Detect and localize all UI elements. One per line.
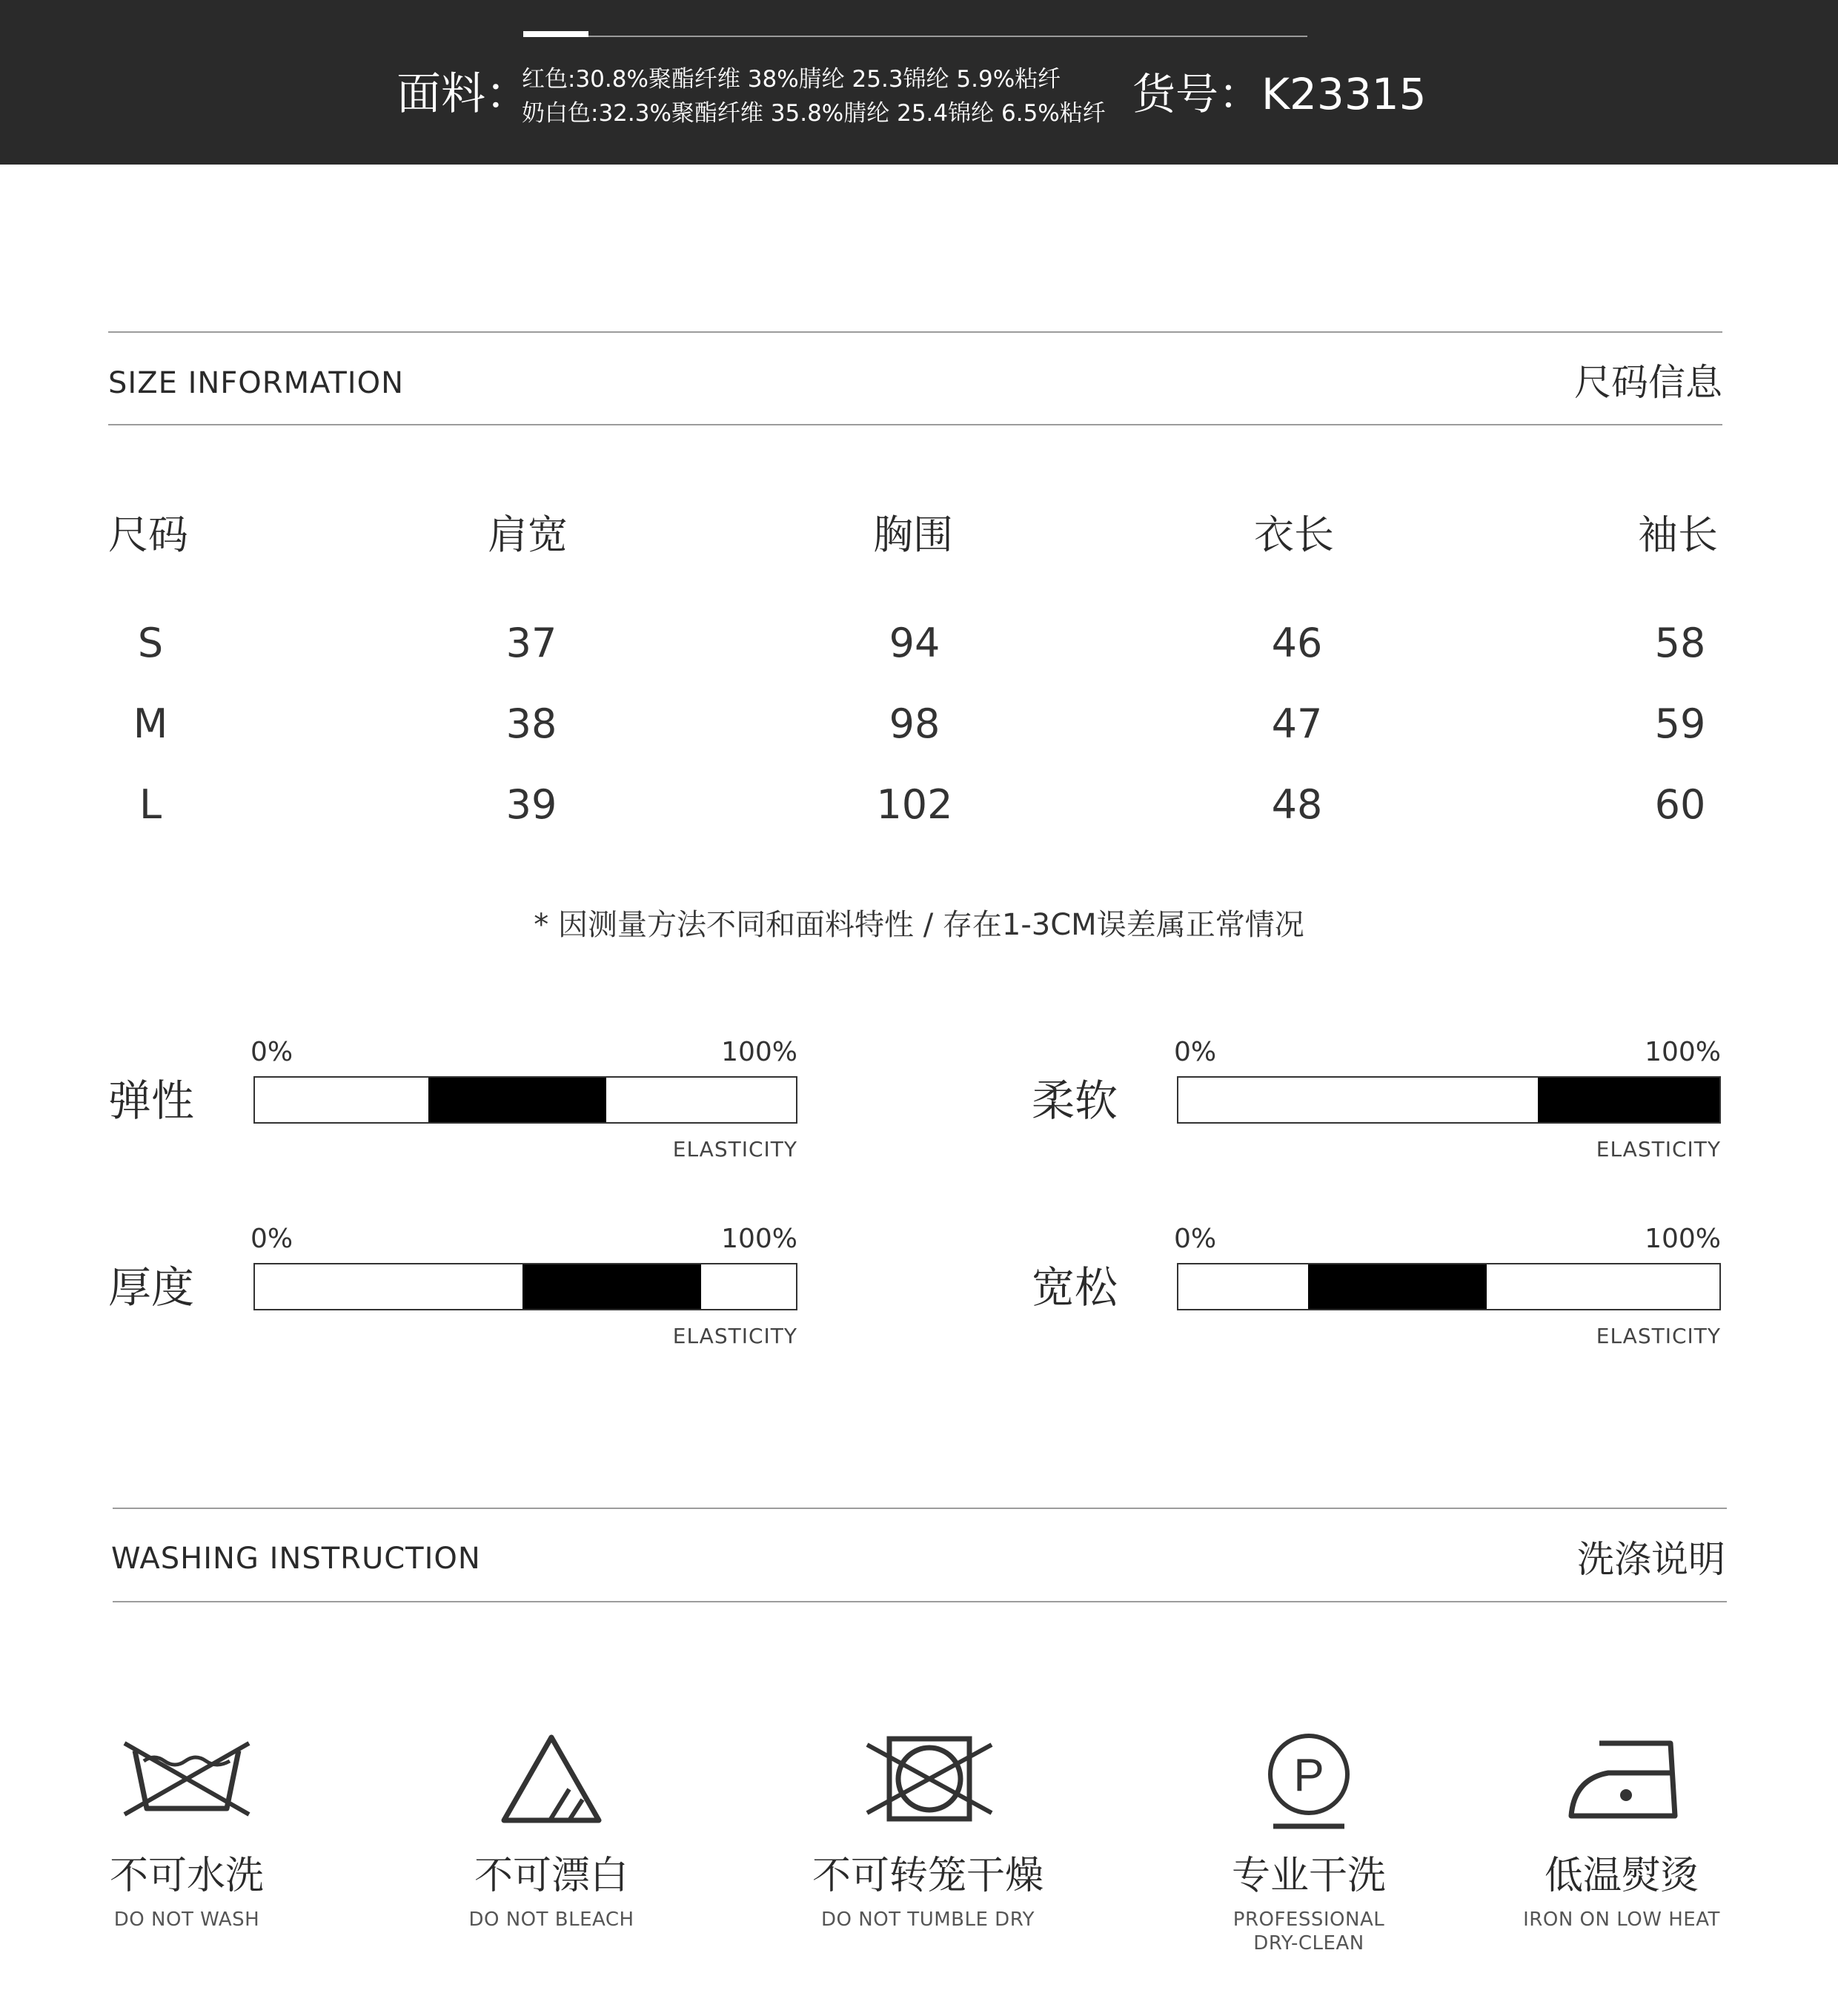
- wash-label-en: DO NOT TUMBLE DRY: [821, 1909, 1035, 1931]
- scale-min-label: 0%: [1174, 1224, 1217, 1254]
- table-cell: 102: [876, 781, 953, 828]
- table-cell: 94: [889, 620, 940, 666]
- bar-caption: ELASTICITY: [1596, 1137, 1721, 1161]
- table-cell: 37: [505, 620, 557, 666]
- column-header-shoulder: 肩宽: [488, 511, 568, 558]
- scale-max-label: 100%: [721, 1224, 797, 1254]
- attribute-name-softness: 柔软: [1032, 1075, 1118, 1126]
- attribute-name-thickness: 厚度: [108, 1262, 195, 1313]
- table-cell: 60: [1654, 781, 1706, 828]
- table-cell: L: [139, 781, 162, 828]
- fabric-composition-cream: 奶白色:32.3%聚酯纤维 35.8%腈纶 25.4锦纶 6.5%粘纤: [522, 100, 1106, 127]
- wash-label-cn: 不可漂白: [474, 1854, 628, 1898]
- table-cell: 58: [1654, 620, 1706, 666]
- svg-text:P: P: [1293, 1750, 1324, 1801]
- article-number: 货号：K23315: [1132, 69, 1427, 119]
- wash-label-cn: 不可水洗: [109, 1854, 264, 1898]
- wash-label-en: PROFESSIONAL DRY-CLEAN: [1232, 1909, 1385, 1954]
- attribute-name-elasticity: 弹性: [108, 1075, 195, 1126]
- table-cell: M: [133, 700, 168, 747]
- scale-max-label: 100%: [1645, 1224, 1721, 1254]
- wash-label-cn: 不可转笼干燥: [812, 1854, 1044, 1898]
- attribute-bar-fill: [428, 1078, 607, 1122]
- table-cell: 59: [1654, 700, 1706, 747]
- table-cell: 98: [889, 700, 940, 747]
- table-cell: 39: [505, 781, 557, 828]
- section-rule-bottom: [108, 424, 1722, 425]
- bar-caption: ELASTICITY: [1596, 1324, 1721, 1348]
- attribute-bar-thickness: [253, 1263, 797, 1310]
- header-bar: [0, 0, 1838, 165]
- table-cell: 47: [1271, 700, 1323, 747]
- wash-label-cn: 专业干洗: [1231, 1854, 1386, 1898]
- attribute-bar-fill: [1538, 1078, 1719, 1122]
- professional-dry-clean-icon: [1263, 1731, 1355, 1832]
- title-accent-bar: [523, 31, 588, 37]
- wash-label-en: DO NOT BLEACH: [468, 1909, 634, 1931]
- wash-label-en: IRON ON LOW HEAT: [1523, 1909, 1720, 1931]
- wash-label-cn: 低温熨烫: [1544, 1854, 1699, 1898]
- table-cell: S: [137, 620, 164, 666]
- size-section-title-en: SIZE INFORMATION: [108, 366, 404, 400]
- size-section-title-cn: 尺码信息: [1574, 361, 1722, 404]
- wash-label-en: DO NOT WASH: [113, 1909, 260, 1931]
- iron-low-heat-icon: [1567, 1739, 1679, 1822]
- scale-max-label: 100%: [1645, 1037, 1721, 1067]
- do-not-wash-icon: [122, 1734, 252, 1823]
- bar-caption: ELASTICITY: [672, 1137, 797, 1161]
- bar-caption: ELASTICITY: [672, 1324, 797, 1348]
- attribute-bar-fill: [522, 1264, 701, 1309]
- section-rule-top: [113, 1508, 1727, 1509]
- fabric-composition-red: 红色:30.8%聚酯纤维 38%腈纶 25.3锦纶 5.9%粘纤: [522, 66, 1061, 93]
- measurement-note: * 因测量方法不同和面料特性 / 存在1-3CM误差属正常情况: [534, 908, 1304, 942]
- scale-max-label: 100%: [721, 1037, 797, 1067]
- attribute-name-looseness: 宽松: [1032, 1262, 1118, 1313]
- column-header-sleeve: 袖长: [1638, 511, 1718, 558]
- table-cell: 38: [505, 700, 557, 747]
- column-header-chest: 胸围: [873, 511, 953, 558]
- do-not-tumble-dry-icon: [864, 1734, 995, 1823]
- table-cell: 48: [1271, 781, 1323, 828]
- section-rule-bottom: [113, 1601, 1727, 1602]
- column-header-size: 尺码: [108, 511, 188, 558]
- do-not-bleach-icon: [498, 1731, 605, 1826]
- title-underline: [523, 36, 1307, 37]
- table-cell: 46: [1271, 620, 1323, 666]
- fabric-label: 面料：: [397, 68, 530, 120]
- scale-min-label: 0%: [251, 1037, 293, 1067]
- attribute-bar-fill: [1308, 1264, 1487, 1309]
- scale-min-label: 0%: [251, 1224, 293, 1254]
- wash-section-title-cn: 洗涤说明: [1577, 1538, 1725, 1581]
- wash-section-title-en: WASHING INSTRUCTION: [111, 1542, 481, 1576]
- attribute-bar-softness: [1177, 1076, 1721, 1124]
- attribute-bar-looseness: [1177, 1263, 1721, 1310]
- attribute-bar-elasticity: [253, 1076, 797, 1124]
- column-header-length: 衣长: [1254, 511, 1334, 558]
- scale-min-label: 0%: [1174, 1037, 1217, 1067]
- section-rule-top: [108, 331, 1722, 333]
